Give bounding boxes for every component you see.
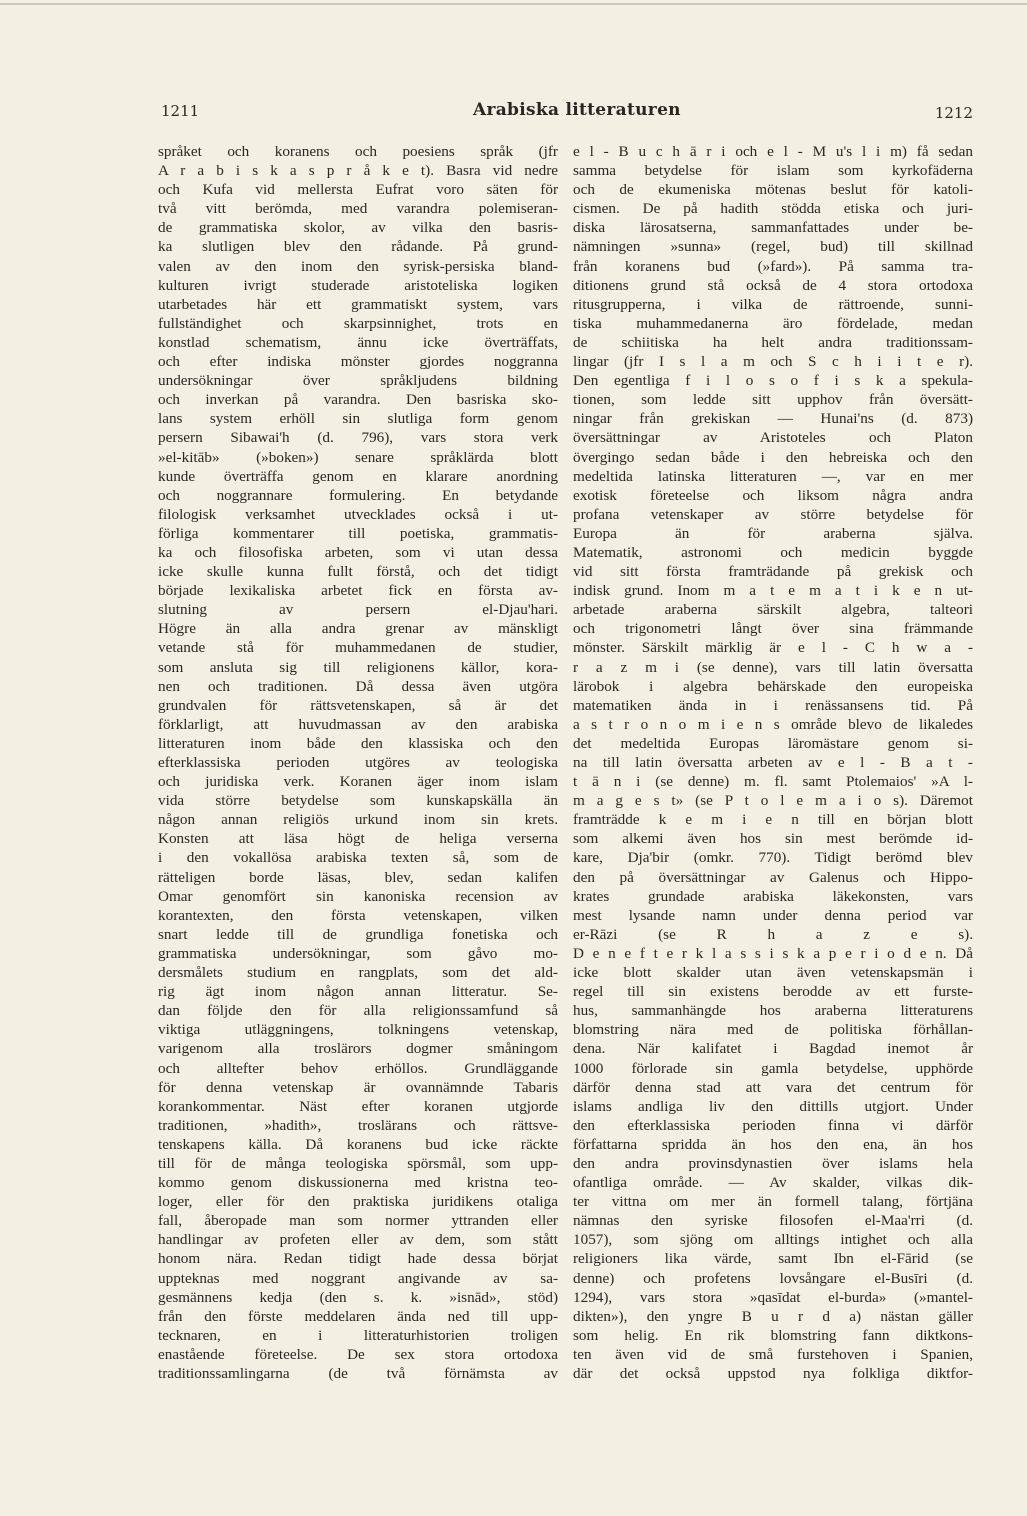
right-column-line: Europa än för araberna själva.	[573, 524, 973, 542]
left-column-line: dan följde den för alla religionssamfund så	[158, 1002, 558, 1020]
left-column-line: rig ägt inom någon annan litteratur. Se-	[158, 983, 558, 1001]
left-column-line: nen och traditionen. Då dessa även utgöra	[158, 677, 558, 695]
right-column-line: nämningen »sunna» (regel, bud) till skillnad	[573, 238, 973, 256]
left-column-line: förklarligt, att huvudmassan av den arabiska	[158, 715, 558, 733]
left-column-line: korankommentar. Näst efter koranen utgjorde	[158, 1097, 558, 1115]
left-column-line: icke skulle kunna fullt förstå, och det tidigt	[158, 563, 558, 581]
right-column-line: 1294), vars stora »qasīdat el-burda» (»mantel-	[573, 1288, 973, 1306]
left-column-line: ka och filosofiska arbeten, som vi utan dessa	[158, 543, 558, 561]
left-column-line: persern Sibawai'h (d. 796), vars stora verk	[158, 429, 558, 447]
left-column-line: utarbetades här ett grammatiskt system, vars	[158, 295, 558, 313]
right-column-line: från koranens bud (»fard»). På samma tra-	[573, 257, 973, 275]
left-column-line: slutning av persern el-Djau'hari.	[158, 601, 558, 619]
right-column-line: hus, sammanhängde hos araberna litteraturens	[573, 1002, 973, 1020]
right-column-line: den efterklassiska perioden finna vi därför	[573, 1116, 973, 1134]
right-column-line: arbetade araberna särskilt algebra, talteori	[573, 601, 973, 619]
left-column-line: fullständighet och skarpsinnighet, trots en	[158, 314, 558, 332]
right-column-line: r a z m i (se denne), vars till latin översatta	[573, 658, 973, 676]
left-column-line: gesmännens kedja (den s. k. »isnād», stöd)	[158, 1288, 558, 1306]
right-column-line: ditionens grund stå också de 4 stora ortodoxa	[573, 276, 973, 294]
right-column-line: framträdde k e m i e n till en början blott	[573, 811, 973, 829]
right-column-line: samma betydelse för islam som kyrkofäderna	[573, 162, 973, 180]
left-column-line: två vitt berömda, med varandra polemiseran-	[158, 200, 558, 218]
left-column-line: snart ledde till de grundliga fonetiska och	[158, 925, 558, 943]
right-column-line: religioners lika värde, samt Ibn el-Fārid (se	[573, 1250, 973, 1268]
page-header	[155, 98, 975, 128]
page-number-right: 1212	[934, 104, 973, 122]
left-column-line: tenskapens källa. Då koranens bud icke räckte	[158, 1135, 558, 1153]
left-column-line: varigenom alla troslärors dogmer småningom	[158, 1040, 558, 1058]
left-column-line: och inverkan på varandra. Den basriska sko-	[158, 391, 558, 409]
right-column-line: lärobok i algebra behärskade den europeiska	[573, 677, 973, 695]
left-column-line: och Kufa vid mellersta Eufrat voro säten för	[158, 181, 558, 199]
left-column-line: någon annan religiös urkund inom sin krets.	[158, 811, 558, 829]
right-column-line: övergingo sedan både i den hebreiska och den	[573, 448, 973, 466]
right-column-line: lingar (jfr I s l a m och S c h i i t e r).	[573, 353, 973, 371]
right-column-line: Matematik, astronomi och medicin byggde	[573, 543, 973, 561]
left-column-line: handlingar av profeten eller av dem, som stått	[158, 1231, 558, 1249]
right-column-line: de schiitiska ha helt andra traditionssam-	[573, 333, 973, 351]
right-column-line: den på översättningar av Galenus och Hippo-	[573, 868, 973, 886]
left-column-line: kunde överträffa genom en klarare anordning	[158, 467, 558, 485]
right-column-line: Den egentliga f i l o s o f i s k a spekula-	[573, 372, 973, 390]
left-column-line: A r a b i s k a s p r å k e t). Basra vid nedre	[158, 162, 558, 180]
right-column-line: den andra provinsdynastien över islams hela	[573, 1154, 973, 1172]
right-column-line: krates grundade arabiska läkekonsten, vars	[573, 887, 973, 905]
right-column-line: och de ekumeniska mötenas beslut för katoli-	[573, 181, 973, 199]
right-column-line: översättningar av Aristoteles och Platon	[573, 429, 973, 447]
left-column-line: grundvalen för rättsvetenskapen, så är det	[158, 696, 558, 714]
right-column-line: t ā n i (se denne) m. fl. samt Ptolemaios' »A l-	[573, 773, 973, 791]
right-column-line: er-Rāzi (se R h a z e s).	[573, 925, 973, 943]
left-column-line: vida större betydelse som kunskapskälla än	[158, 792, 558, 810]
left-column-line: rätteligen borde läsas, blev, sedan kalifen	[158, 868, 558, 886]
left-column-line: lans system erhöll sin slutliga form genom	[158, 410, 558, 428]
left-column-line: grammatiska undersökningar, som gåvo mo-	[158, 944, 558, 962]
right-column-line: exotisk företeelse och liksom några andra	[573, 486, 973, 504]
right-column-line: D e n e f t e r k l a s s i s k a p e r i o d e n. Då	[573, 944, 973, 962]
right-column-line: blomstring nära med de politiska förhållan-	[573, 1021, 973, 1039]
left-column-line: konstlad schematism, ännu icke överträffats,	[158, 333, 558, 351]
right-column-line: medeltida latinska litteraturen —, var en mer	[573, 467, 973, 485]
top-rule	[0, 3, 1027, 5]
right-column-line: diska lärosatserna, sammanfattades under be-	[573, 219, 973, 237]
left-column-line: traditionssamlingarna (de två förnämsta av	[158, 1365, 558, 1382]
left-column-line: efterklassiska perioden utgöres av teologiska	[158, 754, 558, 771]
left-column-line: för denna vetenskap är ovannämnde Tabaris	[158, 1078, 558, 1096]
left-column-line: började lexikaliska arbetet fick en första av-	[158, 582, 558, 600]
left-column-line: till för de många teologiska spörsmål, som upp-	[158, 1154, 558, 1172]
right-column-line: ten även vid de små furstehoven i Spanien,	[573, 1345, 973, 1363]
right-column-line: därför denna stad att vara det centrum för	[573, 1078, 973, 1096]
left-column-line: ka slutligen blev den rådande. På grund-	[158, 238, 558, 256]
left-column-line: och efter indiska mönster gjordes noggranna	[158, 353, 558, 371]
right-column-line: na till latin översatta arbeten av e l - B a t -	[573, 754, 973, 771]
right-column-line: mest lysande namn under denna period var	[573, 906, 973, 924]
right-column-line: a s t r o n o m i e n s område blevo de likaledes	[573, 715, 973, 733]
page-number-left: 1211	[161, 102, 200, 120]
left-column-line: från den förste meddelaren ända ned till upp-	[158, 1307, 558, 1325]
right-column-line: ter vittna om mer än formell talang, förtjäna	[573, 1193, 973, 1211]
left-column-line: Högre än alla andra grenar av mänskligt	[158, 620, 558, 638]
left-column-line: kulturen ivrigt studerade aristoteliska logiken	[158, 276, 558, 294]
right-column-line: ofantliga område. — Av skalder, vilkas dik-	[573, 1174, 973, 1192]
left-column-line: undersökningar över språkljudens bildning	[158, 372, 558, 390]
left-column-line: korantexten, den första vetenskapen, vilken	[158, 906, 558, 924]
left-column-line: tecknaren, en i litteraturhistorien troligen	[158, 1326, 558, 1344]
right-column-line: författarna spridda än hos den ena, än hos	[573, 1135, 973, 1153]
left-column-line: och juridiska verk. Koranen äger inom islam	[158, 773, 558, 791]
left-column-line: uppteknas med noggrant angivande av sa-	[158, 1269, 558, 1287]
left-column-line: traditionen, »hadith», troslärans och rättsve-	[158, 1116, 558, 1134]
right-column-line: icke blott skalder utan även vetenskapsmän i	[573, 964, 973, 982]
right-column-line: e l - B u c h ā r i och e l - M u's l i m) få sedan	[573, 143, 973, 160]
left-column-line: litteraturen inom både den klassiska och den	[158, 734, 558, 752]
right-column-line: regel till sin existens berodde av ett furste-	[573, 983, 973, 1001]
right-column-line: nämnas den syriske filosofen el-Maa'rri (d.	[573, 1212, 973, 1230]
right-column-line: och trigonometri långt över sina främmande	[573, 620, 973, 638]
left-column-line: och noggrannare formulering. En betydande	[158, 486, 558, 504]
left-column-line: »el-kitāb» (»boken») senare språklärda blott	[158, 448, 558, 466]
left-column-line: Konsten att läsa högt de heliga verserna	[158, 830, 558, 848]
right-column-line: matematiken ända in i renässansens tid. På	[573, 696, 973, 714]
right-column-line: mönster. Särskilt märklig är e l - C h w a -	[573, 639, 973, 657]
left-column-line: fall, åberopade man som normer yttranden eller	[158, 1212, 558, 1230]
left-column	[158, 142, 558, 1383]
right-column-line: 1000 förlorade sin gamla betydelse, upphörde	[573, 1059, 973, 1077]
left-column-line: Omar genomfört sin kanoniska recension av	[158, 887, 558, 905]
left-column-line: valen av den inom den syrisk-persiska bland-	[158, 257, 558, 275]
right-column-line: som alkemi även hos sin mest berömde id-	[573, 830, 973, 848]
right-column-line: tionen, som ledde sitt upphov från översätt-	[573, 391, 973, 409]
left-column-line: filologisk verksamhet utvecklades också i ut-	[158, 505, 558, 523]
right-column-line: 1057), som sjöng om alltings intighet och alla	[573, 1231, 973, 1249]
left-column-line: språket och koranens och poesiens språk (jfr	[158, 143, 558, 160]
running-title: Arabiska litteraturen	[473, 100, 681, 120]
right-column-line: ritusgrupperna, i vilka de rättroende, sunni-	[573, 295, 973, 313]
left-column-line: som ansluta sig till religionens källor, kora-	[158, 658, 558, 676]
right-column-line: kare, Dja'bir (omkr. 770). Tidigt berömd blev	[573, 849, 973, 867]
right-column-line: indisk grund. Inom m a t e m a t i k e n ut-	[573, 582, 973, 600]
left-column-line: vetande stå för muhammedanen de studier,	[158, 639, 558, 657]
left-column-line: de grammatiska skolor, av vilka den basris-	[158, 219, 558, 237]
left-column-line: loger, eller för den praktiska juridikens otaliga	[158, 1193, 558, 1211]
right-column-line: det medeltida Europas läromästare genom si-	[573, 734, 973, 752]
left-column-line: enastående företeelse. De sex stora ortodoxa	[158, 1345, 558, 1363]
right-column	[573, 142, 973, 1383]
left-column-line: i den vokallösa arabiska texten så, som de	[158, 849, 558, 867]
right-column-line: vid sitt första framträdande på grekisk och	[573, 563, 973, 581]
right-column-line: där det också uppstod nya folkliga diktfor-	[573, 1365, 973, 1382]
left-column-line: honom nära. Redan tidigt hade dessa börjat	[158, 1250, 558, 1268]
left-column-line: viktiga utläggningens, tolkningens vetenskap,	[158, 1021, 558, 1039]
right-column-line: dikten»), den yngre B u r d a) nästan gäller	[573, 1307, 973, 1325]
right-column-line: tiska muhammedanerna äro fördelade, medan	[573, 314, 973, 332]
right-column-line: ningar från grekiskan — Hunai'ns (d. 873)	[573, 410, 973, 428]
right-column-line: dena. När kalifatet i Bagdad inemot år	[573, 1040, 973, 1058]
right-column-line: m a g e s t» (se P t o l e m a i o s). Däremot	[573, 792, 973, 810]
left-column-line: och alltefter behov erhöllos. Grundläggande	[158, 1059, 558, 1077]
left-column-line: dersmålets studium en rangplats, som det ald-	[158, 964, 558, 982]
left-column-line: kommo genom diskussionerna med kristna teo-	[158, 1174, 558, 1192]
left-column-line: förliga kommentarer till poetiska, grammatis-	[158, 524, 558, 542]
right-column-line: denne) och profetens lovsångare el-Busīri (d.	[573, 1269, 973, 1287]
right-column-line: islams andliga liv den dittills utgjort. Under	[573, 1097, 973, 1115]
right-column-line: cismen. De på hadith stödda etiska och juri-	[573, 200, 973, 218]
right-column-line: profana vetenskaper av större betydelse för	[573, 505, 973, 523]
right-column-line: som helig. En rik blomstring fann diktkons-	[573, 1326, 973, 1344]
